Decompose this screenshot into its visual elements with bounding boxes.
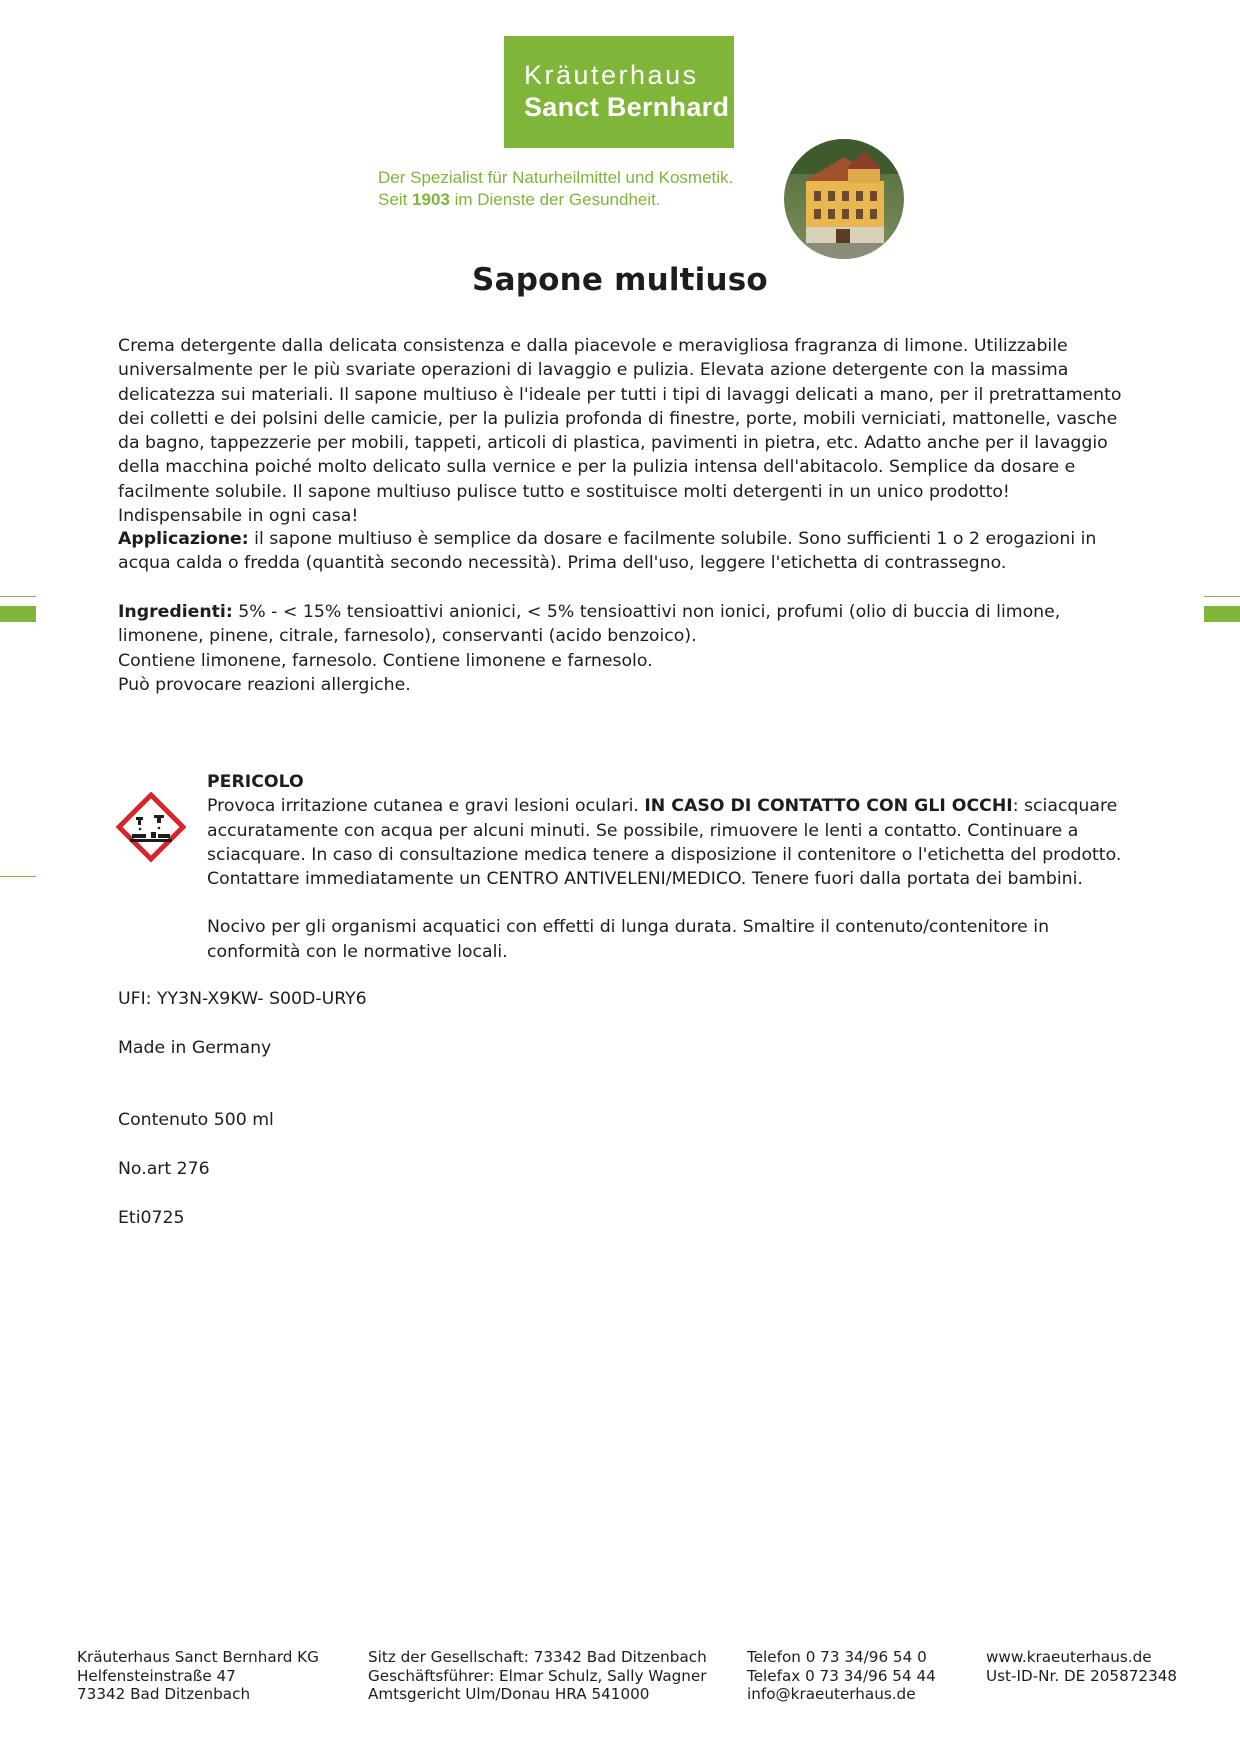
footer-vat-id: Ust-ID-Nr. DE 205872348 (986, 1666, 1178, 1685)
tagline-line-2: Seit 1903 im Dienste der Gesundheit. (378, 190, 661, 209)
article-number: No.art 276 (118, 1159, 210, 1179)
footer-managers: Geschäftsführer: Elmar Schulz, Sally Wagner (368, 1666, 707, 1685)
brand-logo (504, 36, 734, 148)
contains-text: Contiene limonene, farnesolo. Contiene limonene e farnesolo. (118, 650, 653, 671)
ufi-code: UFI: YY3N-X9KW- S00D-URY6 (118, 989, 367, 1009)
footer-street: Helfensteinstraße 47 (77, 1666, 236, 1685)
footer-fax: Telefax 0 73 34/96 54 44 (747, 1666, 936, 1685)
label-code: Eti0725 (118, 1208, 185, 1228)
right-punch-mark (1204, 606, 1240, 622)
footer-contact (747, 1648, 936, 1704)
logo-line-2: Sanct Bernhard (524, 92, 730, 122)
hazard-warning (207, 770, 1127, 964)
brand-tagline (378, 167, 733, 211)
ghs-corrosion-icon (116, 792, 186, 862)
ingredients-section (118, 600, 1128, 697)
footer-company-name: Kräuterhaus Sanct Bernhard KG (77, 1648, 319, 1666)
footer-web (986, 1648, 1177, 1685)
ingredients-text: 5% - < 15% tensioattivi anionici, < 5% tensioattivi non ionici, profumi (olio di buccia di limone, limonene, pinene, citrale, farnesolo), conservanti (acido benzoico). (118, 602, 1061, 647)
footer-website[interactable]: www.kraeuterhaus.de (986, 1648, 1152, 1666)
application-section (118, 527, 1128, 576)
tagline-year: 1903 (412, 190, 450, 209)
content-volume: Contenuto 500 ml (118, 1110, 274, 1130)
footer-city: 73342 Bad Ditzenbach (77, 1685, 251, 1704)
left-punch-mark (0, 606, 36, 622)
footer-legal (368, 1648, 707, 1704)
origin-text: Made in Germany (118, 1038, 272, 1058)
signal-word: PERICOLO (207, 772, 304, 792)
right-fold-mark (1204, 596, 1240, 597)
allergy-text: Può provocare reazioni allergiche. (118, 674, 411, 695)
footer-email[interactable]: info@kraeuterhaus.de (747, 1685, 916, 1704)
building-photo (784, 139, 904, 259)
left-fold-mark-lower (0, 876, 36, 877)
aquatic-statement: Nocivo per gli organismi acquatici con effetti di lunga durata. Smaltire il contenuto/contenitore in conformità con le normative locali. (207, 917, 1050, 962)
ingredients-label: Ingredienti: (118, 602, 233, 622)
logo-line-1: Kräuterhaus (524, 60, 699, 90)
hazard-statement: Provoca irritazione cutanea e gravi lesioni oculari. IN CASO DI CONTATTO CON GLI OCCHI: sciacquare accuratamente con acqua per alcuni minuti. Se possibile, rimuovere le lenti a contatto. Continuare a sciacquare. In caso di consultazione medica tenere a disposizione il contenitore o l'etichetta del prodotto. Contattare immediatamente un CENTRO ANTIVELENI/MEDICO. Tenere fuori dalla portata dei bambini. (207, 796, 1122, 890)
left-fold-mark (0, 596, 36, 597)
footer-registered-office: Sitz der Gesellschaft: 73342 Bad Ditzenbach (368, 1648, 707, 1666)
footer-phone: Telefon 0 73 34/96 54 0 (747, 1648, 927, 1666)
application-label: Applicazione: (118, 529, 249, 549)
page-title: Sapone multiuso (472, 262, 768, 298)
application-text: il sapone multiuso è semplice da dosare e facilmente solubile. Sono sufficienti 1 o 2 erogazioni in acqua calda o fredda (quantità secondo necessità). Prima dell'uso, leggere l'etichetta di contrassegno. (118, 529, 1097, 574)
footer-company (77, 1648, 319, 1704)
product-description (118, 334, 1128, 528)
description-text: Crema detergente dalla delicata consistenza e dalla piacevole e meravigliosa fragranza di limone. Utilizzabile universalmente per le più svariate operazioni di lavaggio e pulizia. Elevata azione detergente con la massima delicatezza sui materiali. Il sapone multiuso è l'ideale per tutti i tipi di lavaggi delicati a mano, per il pretrattamento dei colletti e dei polsini delle camicie, per la pulizia profonda di finestre, porte, mobili verniciati, mattonelle, vasche da bagno, tappezzerie per mobili, tappeti, articoli di plastica, pavimenti in pietra, etc. Adatto anche per il lavaggio della macchina poiché molto delicato sulla vernice e per la pulizia intensa dell'abitacolo. Semplice da dosare e facilmente solubile. Il sapone multiuso pulisce tutto e sostituisce molti detergenti in un unico prodotto! Indispensabile in ogni casa! (118, 336, 1122, 527)
tagline-line-1: Der Spezialist für Naturheilmittel und Kosmetik. (378, 168, 734, 187)
footer-court: Amtsgericht Ulm/Donau HRA 541000 (368, 1685, 650, 1704)
